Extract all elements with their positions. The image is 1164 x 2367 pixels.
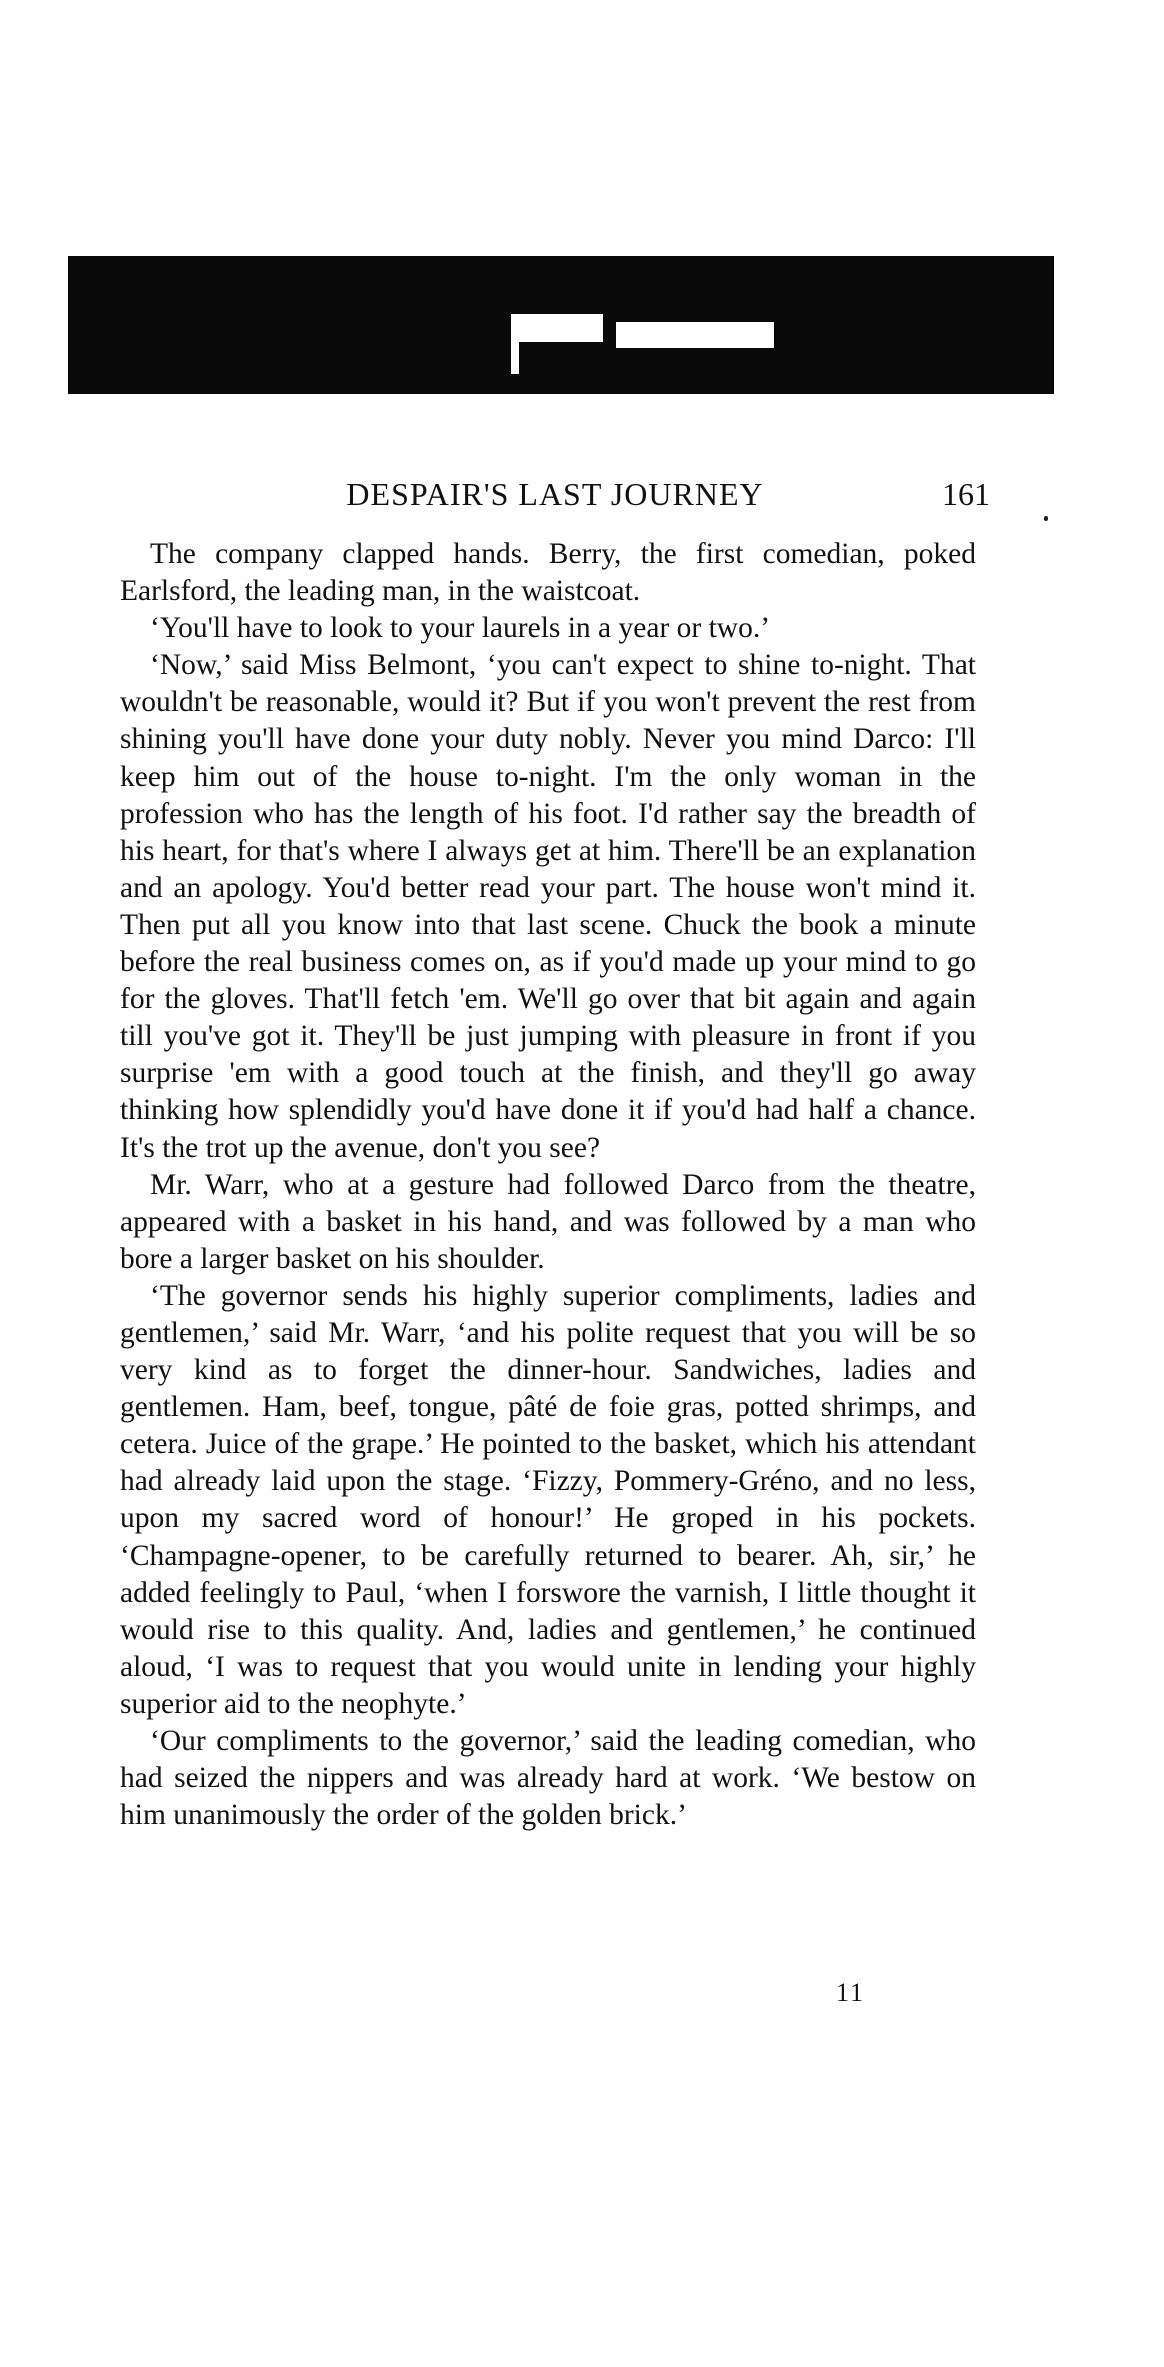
signature-mark: 11 xyxy=(836,1978,866,2007)
running-head: DESPAIR'S LAST JOURNEY xyxy=(346,476,764,512)
paragraph: The company clapped hands. Berry, the first comedian, poked Earlsford, the leading man, in the waistcoat. xyxy=(120,538,976,608)
paragraph: ‘You'll have to look to your laurels in a year or two.’ xyxy=(150,612,771,645)
paragraph: ‘Now,’ said Miss Belmont, ‘you can't expect to shine to-night. That wouldn't be reasonable, would it? But if you won't prevent the rest from shining you'll have done your duty nobly. Never you mind Darco: I'll keep him out of the house to-night. I'm the only woman in the profession who has the length of his foot. I'd rather say the breadth of his heart, for that's where I always get at him. There'll be an explanation and an apology. You'd better read your part. The house won't mind it. Then put all you know into that last scene. Chuck the book a minute before the real business comes on, as if you'd made up your mind to go for the gloves. That'll fetch 'em. We'll go over that bit again and again till you've got it. They'll be just jumping with pleasure in front if you surprise 'em with a good touch at the finish, and they'll go away thinking how splendidly you'd have done it if you'd had half a chance. It's the trot up the avenue, don't you see? xyxy=(120,649,976,1164)
page-header xyxy=(120,476,990,524)
stray-ink-mark xyxy=(1044,516,1048,521)
paragraph: Mr. Warr, who at a gesture had followed Darco from the theatre, appeared with a basket in his hand, and was followed by a man who bore a larger basket on his shoulder. xyxy=(120,1168,976,1275)
page-number: 161 xyxy=(942,476,990,512)
paragraph: ‘Our compliments to the governor,’ said the leading comedian, who had seized the nippers and was already hard at work. ‘We bestow on him unanimously the order of the golden brick.’ xyxy=(120,1725,976,1832)
scan-artifact xyxy=(513,314,603,342)
scan-artifact xyxy=(616,322,774,348)
body-text xyxy=(120,536,976,1834)
paragraph: ‘The governor sends his highly superior compliments, ladies and gentlemen,’ said Mr. Warr, ‘and his polite request that you will be so very kind as to forget the dinner-hour. Sandwiches, ladies and gentlemen. Ham, beef, tongue, pâté de foie gras, potted shrimps, and cetera. Juice of the grape.’ He pointed to the basket, which his attendant had already laid upon the stage. ‘Fizzy, Pommery-Gréno, and no less, upon my sacred word of honour!’ He groped in his pockets. ‘Champagne-opener, to be carefully returned to bearer. Ah, sir,’ he added feelingly to Paul, ‘when I forswore the varnish, I little thought it would rise to this quality. And, ladies and gentlemen,’ he continued aloud, ‘I was to request that you would unite in lending your highly superior aid to the neophyte.’ xyxy=(120,1279,976,1720)
scan-redaction-bar xyxy=(68,256,1054,394)
